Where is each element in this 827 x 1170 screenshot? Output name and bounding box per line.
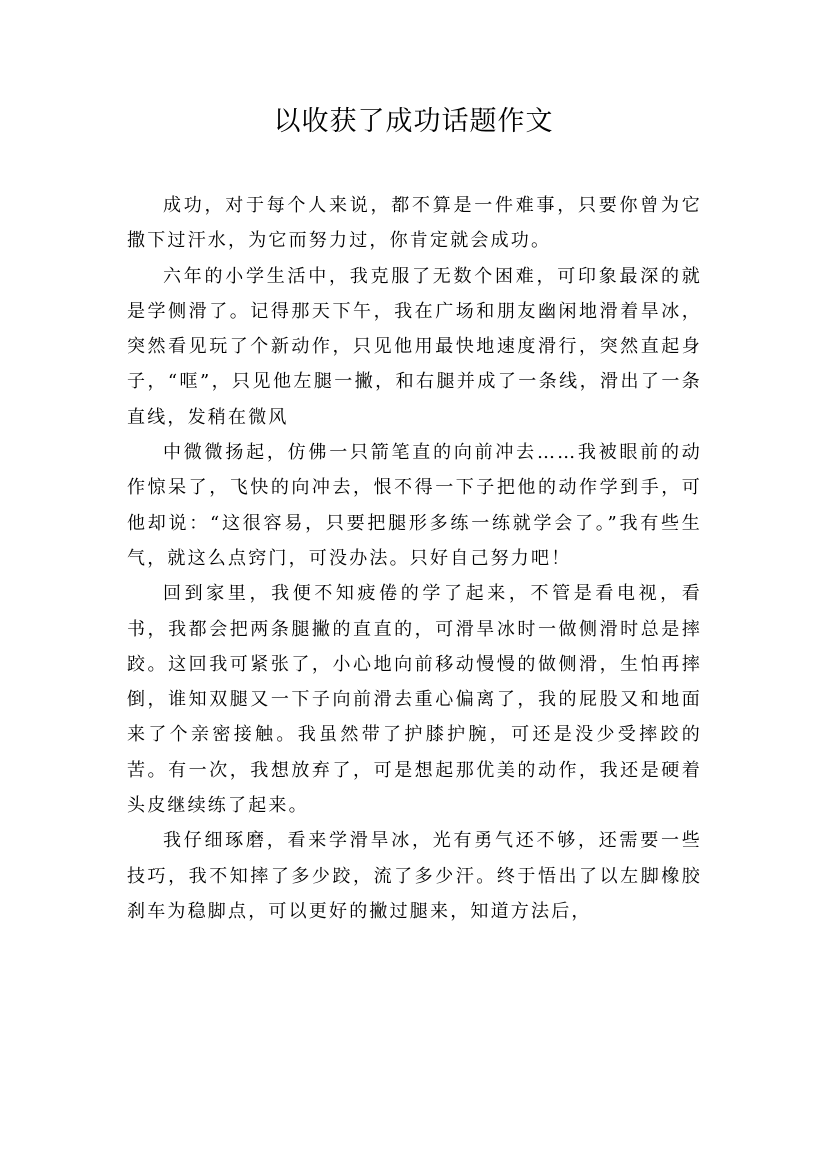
paragraph-5: 我仔细琢磨，看来学滑旱冰，光有勇气还不够，还需要一些技巧，我不知摔了多少跤，流了多少汗。终于悟出了以左脚橡胶刹车为稳脚点，可以更好的撇过腿来，知道方法后， <box>127 830 702 922</box>
essay-title: 以收获了成功话题作文 <box>273 106 554 137</box>
paragraph-1: 成功，对于每个人来说，都不算是一件难事，只要你曾为它撒下过汗水，为它而努力过，你肯定就会成功。 <box>127 195 702 252</box>
paragraph-3: 中微微扬起，仿佛一只箭笔直的向前冲去……我被眼前的动作惊呆了，飞快的向冲去，恨不得一下子把他的动作学到手，可他却说：“这很容易，只要把腿形多练一练就学会了。”我有些生气，就这么点窍门，可没办法。只好自己努力吧！ <box>127 442 702 569</box>
paragraph-2: 六年的小学生活中，我克服了无数个困难，可印象最深的就是学侧滑了。记得那天下午，我在广场和朋友幽闲地滑着旱冰，突然看见玩了个新动作，只见他用最快地速度滑行，突然直起身子，“哐”，只见他左腿一撇，和右腿并成了一条线，滑出了一条直线，发稍在微风 <box>127 265 702 428</box>
essay-body <box>127 188 702 929</box>
paragraph-4: 回到家里，我便不知疲倦的学了起来，不管是看电视，看书，我都会把两条腿撇的直直的，可滑旱冰时一做侧滑时总是摔跤。这回我可紧张了，小心地向前移动慢慢的做侧滑，生怕再摔倒，谁知双腿又一下子向前滑去重心偏离了，我的屁股又和地面来了个亲密接触。我虽然带了护膝护腕，可还是没少受摔跤的苦。有一次，我想放弃了，可是想起那优美的动作，我还是硬着头皮继续练了起来。 <box>127 583 702 817</box>
